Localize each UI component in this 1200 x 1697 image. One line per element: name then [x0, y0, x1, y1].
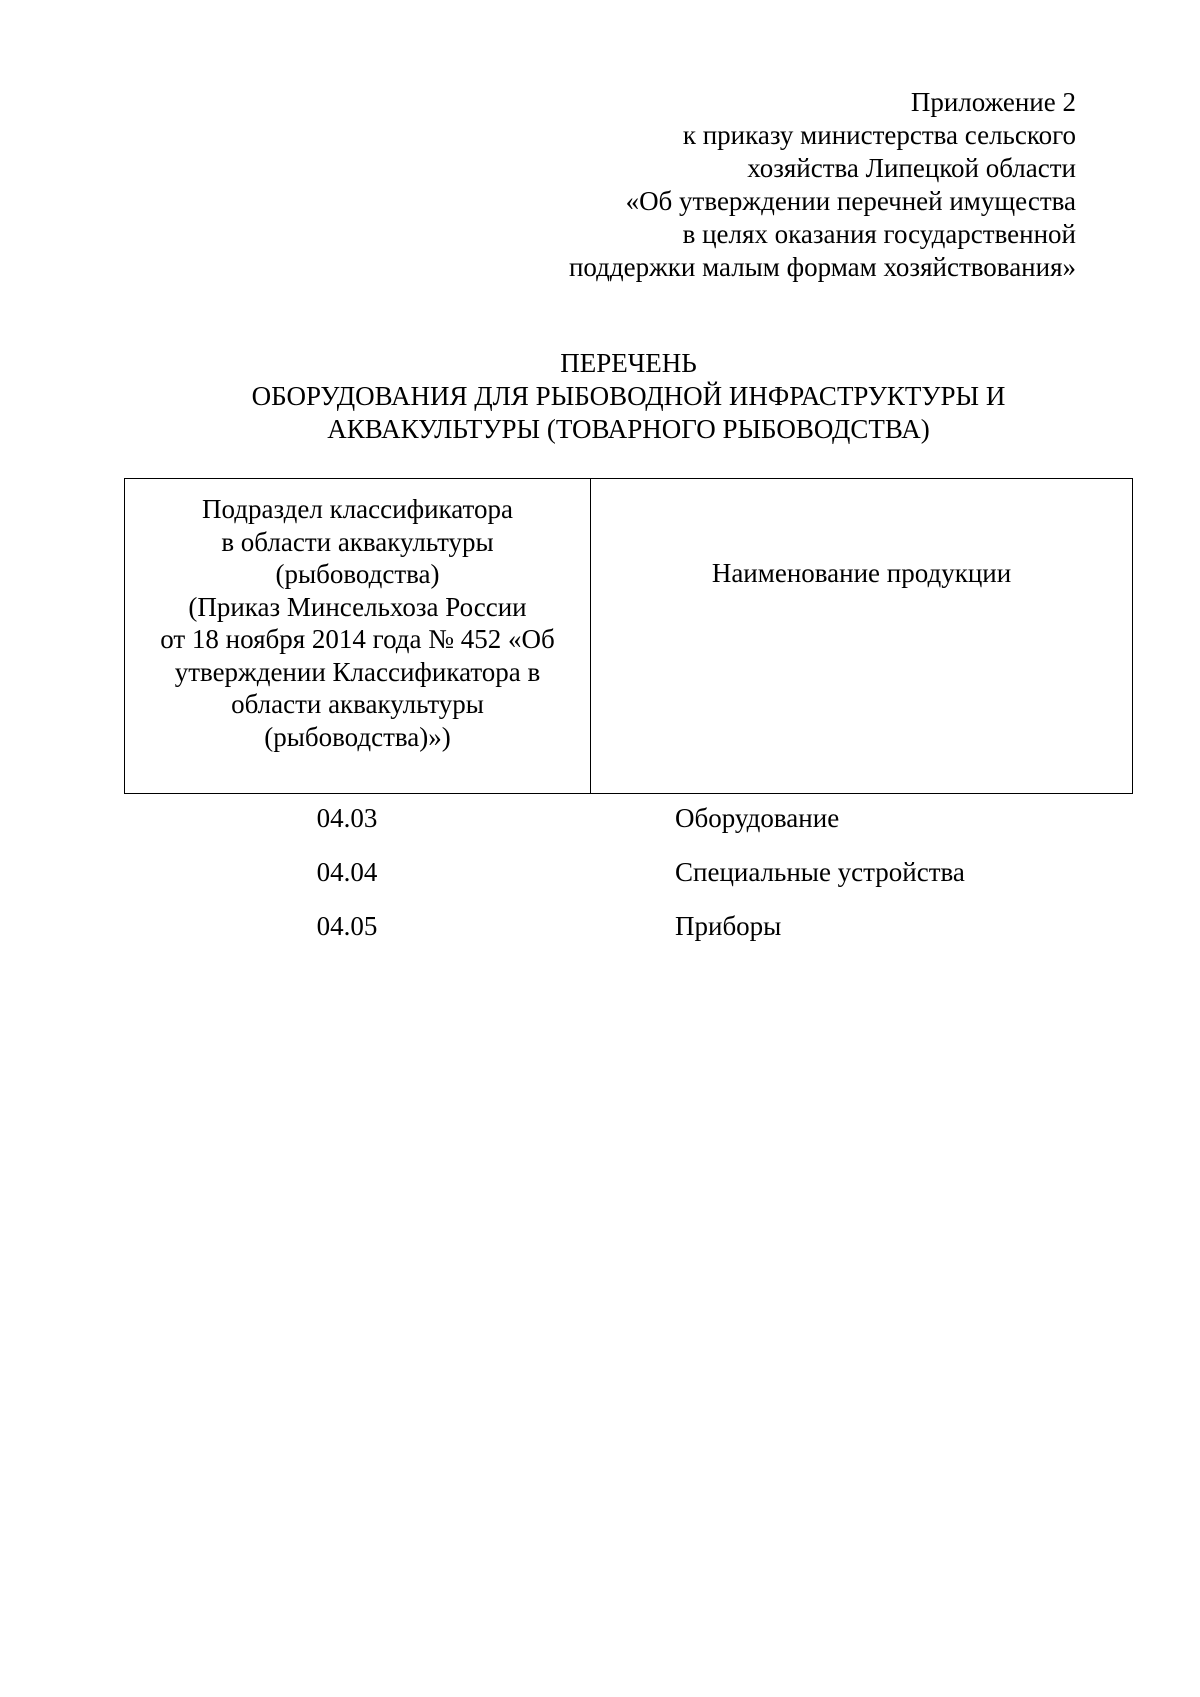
- header-left-line: от 18 ноября 2014 года № 452 «Об: [160, 624, 555, 654]
- table-header: [124, 478, 1133, 794]
- appendix-line: в целях оказания государственной: [682, 219, 1076, 249]
- row-name: Приборы: [675, 911, 782, 941]
- table-row: [124, 802, 1133, 856]
- header-cell-classifier: [125, 479, 591, 793]
- row-code: 04.03: [316, 803, 378, 833]
- appendix-line: к приказу министерства сельского: [682, 120, 1076, 150]
- row-code: 04.05: [316, 911, 378, 941]
- row-name: Специальные устройства: [675, 857, 965, 887]
- appendix-line: «Об утверждении перечней имущества: [625, 186, 1076, 216]
- appendix-header: [569, 86, 1076, 284]
- header-left-line: (Приказ Минсельхоза России: [188, 591, 527, 622]
- row-name: Оборудование: [675, 803, 840, 833]
- appendix-line: поддержки малым формам хозяйствования»: [568, 252, 1076, 282]
- header-left-line: области аквакультуры: [231, 689, 484, 719]
- title-line: АКВАКУЛЬТУРЫ (ТОВАРНОГО РЫБОВОДСТВА): [327, 414, 930, 444]
- header-left-line: Подраздел классификатора: [202, 494, 513, 524]
- title-line: ПЕРЕЧЕНЬ: [560, 348, 697, 378]
- row-code: 04.04: [316, 857, 378, 887]
- header-left-line: (рыбоводства): [275, 559, 440, 589]
- appendix-line: хозяйства Липецкой области: [747, 153, 1076, 183]
- header-left-line: в области аквакультуры: [221, 526, 494, 557]
- header-right-text: Наименование продукции: [711, 558, 1012, 588]
- table-row: [124, 910, 1133, 964]
- document-title: [124, 347, 1133, 446]
- table-row: [124, 856, 1133, 910]
- appendix-line: Приложение 2: [910, 87, 1076, 117]
- header-left-line: (рыбоводства)»): [264, 721, 451, 752]
- header-left-line: утверждении Классификатора в: [174, 656, 541, 687]
- title-line: ОБОРУДОВАНИЯ ДЛЯ РЫБОВОДНОЙ ИНФРАСТРУКТУРЫ И: [251, 381, 1006, 411]
- table-body: [124, 802, 1133, 964]
- header-cell-product-name: [591, 479, 1132, 793]
